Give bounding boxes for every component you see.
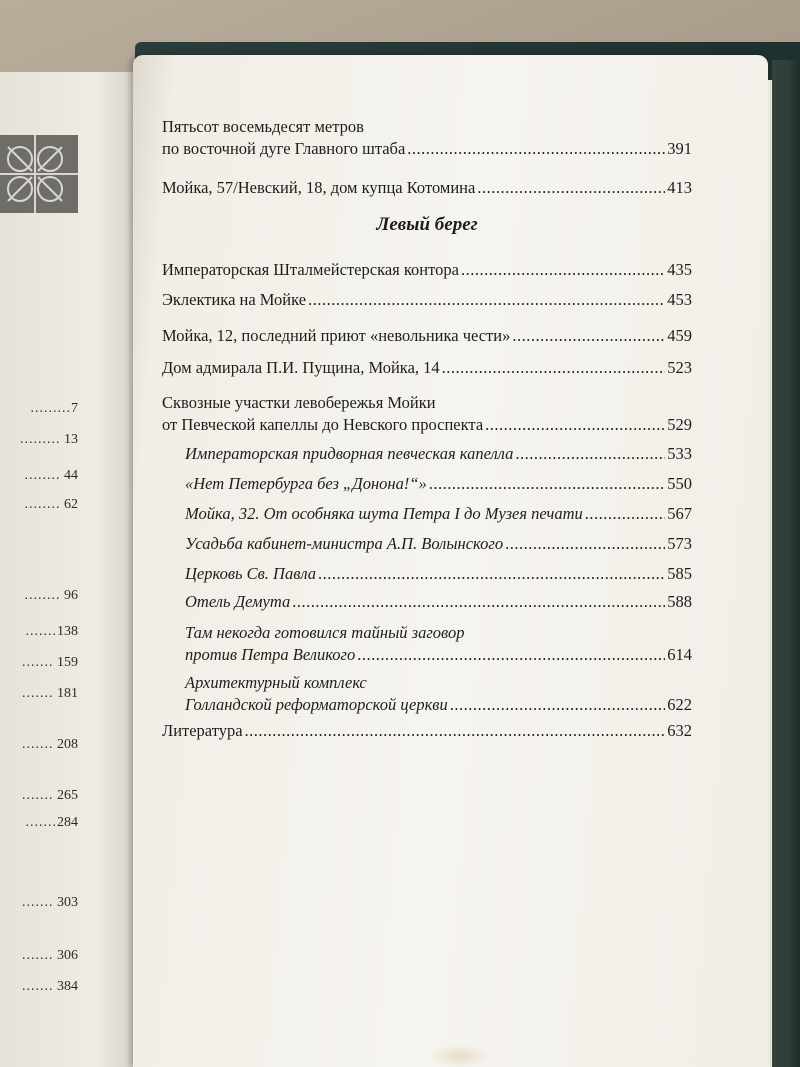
- toc-entry: [162, 177, 692, 199]
- page-number: 529: [667, 415, 692, 434]
- page-number: 573: [667, 534, 692, 553]
- left-entry: ........ 44: [24, 468, 78, 483]
- toc-subentry: [185, 563, 692, 585]
- leader-dots: [318, 563, 665, 585]
- toc-entry-title: Архитектурный комплекс: [185, 673, 367, 692]
- page-number: 588: [667, 592, 692, 611]
- left-entry: .......138: [25, 624, 78, 639]
- toc-entry-title: Сквозные участки левобережья Мойки: [162, 393, 436, 412]
- left-entry: ....... 265: [22, 788, 78, 803]
- toc-subentry: [185, 622, 692, 666]
- toc-entry-title: Мойка, 12, последний приют «невольника чести»: [162, 326, 511, 345]
- leader-dots: [429, 473, 665, 495]
- leader-dots: [245, 720, 666, 742]
- leader-dots: [308, 289, 665, 311]
- toc-entry-title: Мойка, 57/Невский, 18, дом купца Котомина: [162, 178, 476, 197]
- left-entry: ........ 96: [24, 588, 78, 603]
- page-number: 632: [667, 721, 692, 740]
- leader-dots: [585, 503, 665, 525]
- toc-subentry: [185, 473, 692, 495]
- leader-dots: [292, 591, 665, 613]
- toc-entry: [162, 392, 692, 436]
- left-entry: ........ 62: [24, 497, 78, 512]
- section-heading: Левый берег: [376, 214, 478, 235]
- leader-dots: [442, 357, 666, 379]
- toc-entry-title: Мойка, 32. От особняка шута Петра I до Музея печати: [185, 504, 583, 523]
- toc-entry-title: Усадьба кабинет-министра А.П. Волынского: [185, 534, 504, 553]
- leader-dots: [515, 443, 665, 465]
- page-number: 614: [667, 645, 692, 664]
- toc-entry-title: Литература: [162, 721, 243, 740]
- toc-entry-title: Императорская Шталмейстерская контора: [162, 260, 459, 279]
- leader-dots: [450, 694, 666, 716]
- leader-dots: [477, 177, 665, 199]
- page-number: 413: [667, 178, 692, 197]
- left-entry: ....... 384: [22, 979, 78, 994]
- toc-entry: [162, 116, 692, 160]
- light-reflection: [430, 1045, 490, 1067]
- toc-entry-title: против Петра Великого: [185, 645, 356, 664]
- toc-entry: [162, 259, 692, 281]
- left-entry: .......284: [25, 815, 78, 830]
- toc-subentry: [185, 443, 692, 465]
- toc-subentry: [185, 503, 692, 525]
- left-entry: ....... 208: [22, 737, 78, 752]
- page-number: 622: [667, 695, 692, 714]
- toc-entry-title: Церковь Св. Павла: [185, 564, 317, 583]
- left-entry: ....... 181: [22, 686, 78, 701]
- leader-dots: [505, 533, 665, 555]
- left-entry: ....... 306: [22, 948, 78, 963]
- left-entry: ....... 303: [22, 895, 78, 910]
- leader-dots: [461, 259, 665, 281]
- toc-entry-title: Голландской реформаторской церкви: [185, 695, 448, 714]
- toc-entry-title: Дом адмирала П.И. Пущина, Мойка, 14: [162, 358, 440, 377]
- page-number: 550: [667, 474, 692, 493]
- toc-entry-title: «Нет Петербурга без „Донона!“»: [185, 474, 427, 493]
- toc-entry: [162, 720, 692, 742]
- toc-subentry: [185, 672, 692, 716]
- leader-dots: [407, 138, 665, 160]
- toc-entry: [162, 289, 692, 311]
- page-number: 435: [667, 260, 692, 279]
- toc-subentry: [185, 533, 692, 555]
- toc-subentry: [185, 591, 692, 613]
- page-number: 523: [667, 358, 692, 377]
- toc-entry-title: Пятьсот восемьдесят метров: [162, 117, 364, 136]
- leader-dots: [485, 414, 665, 436]
- page-number: 391: [667, 139, 692, 158]
- toc-entry-title: Императорская придворная певческая капелла: [185, 444, 514, 463]
- page-number: 567: [667, 504, 692, 523]
- left-entry: .........7: [30, 401, 78, 416]
- toc-entry: [162, 357, 692, 379]
- leader-dots: [512, 325, 665, 347]
- toc-entry-title: Там некогда готовился тайный заговор: [185, 623, 465, 642]
- toc-entry-title: Эклектика на Мойке: [162, 290, 307, 309]
- leader-dots: [357, 644, 665, 666]
- left-entry: ....... 159: [22, 655, 78, 670]
- page-number: 533: [667, 444, 692, 463]
- page-number: 453: [667, 290, 692, 309]
- toc-entry: [162, 325, 692, 347]
- left-entry: ......... 13: [20, 432, 78, 447]
- page-number: 459: [667, 326, 692, 345]
- page-number: 585: [667, 564, 692, 583]
- toc-entry-title: Отель Демута: [185, 592, 291, 611]
- toc-entry-title: от Певческой капеллы до Невского проспекта: [162, 415, 484, 434]
- toc-entry-title: по восточной дуге Главного штаба: [162, 139, 406, 158]
